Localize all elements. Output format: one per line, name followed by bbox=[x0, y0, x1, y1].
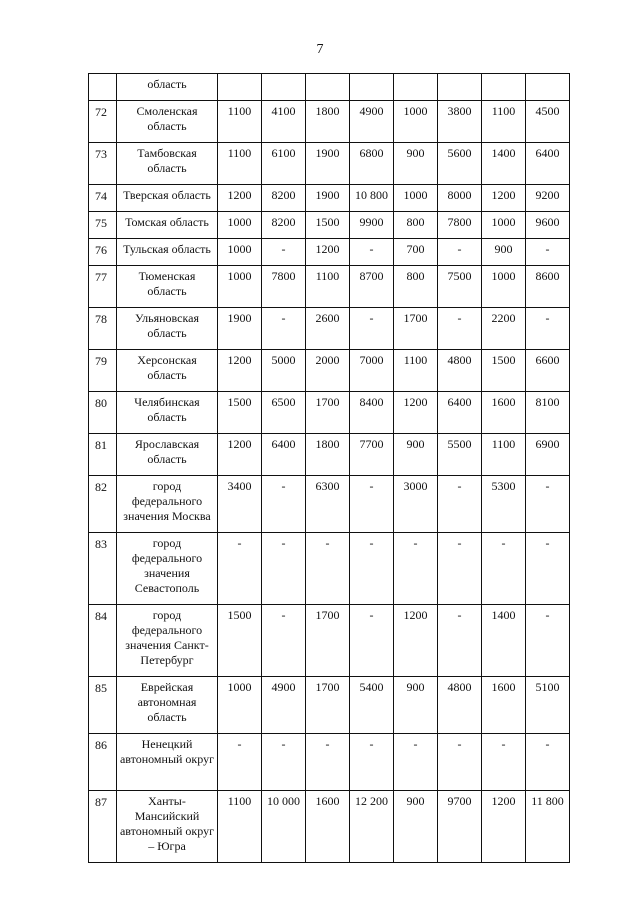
value-cell: 2200 bbox=[482, 308, 526, 350]
table-row bbox=[89, 101, 570, 143]
value-cell: - bbox=[526, 533, 570, 605]
table-row bbox=[89, 308, 570, 350]
table-row bbox=[89, 266, 570, 308]
row-number-cell: 73 bbox=[89, 143, 117, 185]
region-name-cell: Ненецкий автономный округ bbox=[117, 734, 218, 791]
value-cell: - bbox=[482, 734, 526, 791]
table-row bbox=[89, 734, 570, 791]
table-row bbox=[89, 434, 570, 476]
region-name-cell: область bbox=[117, 74, 218, 101]
page-number: 7 bbox=[316, 42, 324, 57]
value-cell: - bbox=[262, 308, 306, 350]
region-name-cell: Тверская область bbox=[117, 185, 218, 212]
value-cell: - bbox=[526, 605, 570, 677]
value-cell: 1500 bbox=[306, 212, 350, 239]
value-cell: 1200 bbox=[218, 350, 262, 392]
value-cell: 1000 bbox=[218, 239, 262, 266]
value-cell: 8400 bbox=[350, 392, 394, 434]
value-cell: 7500 bbox=[438, 266, 482, 308]
value-cell: 8200 bbox=[262, 212, 306, 239]
value-cell: - bbox=[262, 476, 306, 533]
value-cell: 11 800 bbox=[526, 791, 570, 863]
value-cell: 900 bbox=[394, 677, 438, 734]
value-cell bbox=[306, 74, 350, 101]
value-cell: 1100 bbox=[218, 143, 262, 185]
value-cell: 5600 bbox=[438, 143, 482, 185]
region-name-cell: город федерального значения Санкт-Петербург bbox=[117, 605, 218, 677]
value-cell: 6100 bbox=[262, 143, 306, 185]
value-cell: 1100 bbox=[218, 101, 262, 143]
value-cell: 7000 bbox=[350, 350, 394, 392]
row-number-cell: 76 bbox=[89, 239, 117, 266]
value-cell: - bbox=[438, 476, 482, 533]
table-row bbox=[89, 212, 570, 239]
table-row bbox=[89, 533, 570, 605]
value-cell: 1100 bbox=[306, 266, 350, 308]
table-row bbox=[89, 239, 570, 266]
value-cell: 1100 bbox=[218, 791, 262, 863]
value-cell: - bbox=[350, 533, 394, 605]
value-cell: 6300 bbox=[306, 476, 350, 533]
value-cell: 1500 bbox=[482, 350, 526, 392]
value-cell: 1000 bbox=[218, 266, 262, 308]
value-cell: 6400 bbox=[438, 392, 482, 434]
value-cell: 1200 bbox=[218, 185, 262, 212]
value-cell: 3800 bbox=[438, 101, 482, 143]
value-cell: - bbox=[350, 308, 394, 350]
value-cell: 800 bbox=[394, 212, 438, 239]
value-cell: 1900 bbox=[218, 308, 262, 350]
value-cell: 1000 bbox=[394, 185, 438, 212]
value-cell: 1000 bbox=[394, 101, 438, 143]
value-cell bbox=[482, 74, 526, 101]
value-cell: 1200 bbox=[218, 434, 262, 476]
row-number-cell: 81 bbox=[89, 434, 117, 476]
value-cell: 4900 bbox=[262, 677, 306, 734]
value-cell: 1200 bbox=[306, 239, 350, 266]
region-name-cell: Смоленская область bbox=[117, 101, 218, 143]
value-cell: 1700 bbox=[394, 308, 438, 350]
region-name-cell: Ярославская область bbox=[117, 434, 218, 476]
row-number-cell: 72 bbox=[89, 101, 117, 143]
value-cell: - bbox=[262, 605, 306, 677]
value-cell: 1600 bbox=[482, 392, 526, 434]
value-cell bbox=[438, 74, 482, 101]
value-cell: 8700 bbox=[350, 266, 394, 308]
row-number-cell: 87 bbox=[89, 791, 117, 863]
value-cell: 1900 bbox=[306, 185, 350, 212]
value-cell: 7800 bbox=[262, 266, 306, 308]
value-cell: - bbox=[482, 533, 526, 605]
value-cell: 1400 bbox=[482, 143, 526, 185]
value-cell: 2600 bbox=[306, 308, 350, 350]
value-cell: 1200 bbox=[394, 392, 438, 434]
value-cell: - bbox=[262, 533, 306, 605]
region-name-cell: Ульяновская область bbox=[117, 308, 218, 350]
value-cell: 1900 bbox=[306, 143, 350, 185]
region-name-cell: город федерального значения Севастополь bbox=[117, 533, 218, 605]
table-row bbox=[89, 350, 570, 392]
value-cell: - bbox=[218, 533, 262, 605]
value-cell: 1200 bbox=[394, 605, 438, 677]
value-cell: 700 bbox=[394, 239, 438, 266]
value-cell: 1500 bbox=[218, 605, 262, 677]
value-cell: 12 200 bbox=[350, 791, 394, 863]
table-row bbox=[89, 143, 570, 185]
value-cell: 6800 bbox=[350, 143, 394, 185]
value-cell: - bbox=[526, 734, 570, 791]
value-cell bbox=[218, 74, 262, 101]
value-cell: 6600 bbox=[526, 350, 570, 392]
regions-table bbox=[88, 73, 570, 863]
row-number-cell: 79 bbox=[89, 350, 117, 392]
value-cell: 1700 bbox=[306, 392, 350, 434]
value-cell: 8600 bbox=[526, 266, 570, 308]
value-cell: 1000 bbox=[482, 212, 526, 239]
value-cell: - bbox=[438, 734, 482, 791]
region-name-cell: Тульская область bbox=[117, 239, 218, 266]
table-row bbox=[89, 392, 570, 434]
value-cell: 3400 bbox=[218, 476, 262, 533]
value-cell: 1600 bbox=[306, 791, 350, 863]
value-cell: 900 bbox=[394, 791, 438, 863]
value-cell: 9600 bbox=[526, 212, 570, 239]
region-name-cell: Еврейская автономная область bbox=[117, 677, 218, 734]
value-cell: 1100 bbox=[394, 350, 438, 392]
value-cell bbox=[350, 74, 394, 101]
row-number-cell: 78 bbox=[89, 308, 117, 350]
value-cell: 6400 bbox=[526, 143, 570, 185]
value-cell: 4800 bbox=[438, 350, 482, 392]
value-cell: - bbox=[438, 308, 482, 350]
row-number-cell: 75 bbox=[89, 212, 117, 239]
value-cell: - bbox=[262, 734, 306, 791]
value-cell: 6400 bbox=[262, 434, 306, 476]
row-number-cell: 84 bbox=[89, 605, 117, 677]
value-cell: 1800 bbox=[306, 434, 350, 476]
value-cell: - bbox=[350, 239, 394, 266]
value-cell: - bbox=[438, 605, 482, 677]
value-cell: 900 bbox=[394, 434, 438, 476]
row-number-cell: 85 bbox=[89, 677, 117, 734]
region-name-cell: Тюменская область bbox=[117, 266, 218, 308]
value-cell: 1700 bbox=[306, 677, 350, 734]
row-number-cell: 86 bbox=[89, 734, 117, 791]
value-cell: 1700 bbox=[306, 605, 350, 677]
row-number-cell: 83 bbox=[89, 533, 117, 605]
value-cell: 5500 bbox=[438, 434, 482, 476]
row-number-cell bbox=[89, 74, 117, 101]
table-row-continued bbox=[89, 74, 570, 101]
value-cell: 7800 bbox=[438, 212, 482, 239]
value-cell: 9900 bbox=[350, 212, 394, 239]
value-cell: 1200 bbox=[482, 791, 526, 863]
value-cell: 900 bbox=[482, 239, 526, 266]
table-row bbox=[89, 677, 570, 734]
row-number-cell: 80 bbox=[89, 392, 117, 434]
value-cell: 5400 bbox=[350, 677, 394, 734]
value-cell: 4900 bbox=[350, 101, 394, 143]
value-cell: 5100 bbox=[526, 677, 570, 734]
value-cell: 1100 bbox=[482, 434, 526, 476]
value-cell: 4800 bbox=[438, 677, 482, 734]
value-cell: 1200 bbox=[482, 185, 526, 212]
value-cell: 5300 bbox=[482, 476, 526, 533]
value-cell: 2000 bbox=[306, 350, 350, 392]
value-cell: 9700 bbox=[438, 791, 482, 863]
value-cell: - bbox=[350, 605, 394, 677]
value-cell: 6900 bbox=[526, 434, 570, 476]
value-cell: - bbox=[394, 734, 438, 791]
value-cell: 6500 bbox=[262, 392, 306, 434]
value-cell: 8100 bbox=[526, 392, 570, 434]
value-cell: - bbox=[262, 239, 306, 266]
region-name-cell: Томская область bbox=[117, 212, 218, 239]
row-number-cell: 74 bbox=[89, 185, 117, 212]
value-cell: 4100 bbox=[262, 101, 306, 143]
value-cell: - bbox=[526, 476, 570, 533]
table-row bbox=[89, 605, 570, 677]
value-cell: 1800 bbox=[306, 101, 350, 143]
value-cell: 4500 bbox=[526, 101, 570, 143]
value-cell: 3000 bbox=[394, 476, 438, 533]
value-cell: 5000 bbox=[262, 350, 306, 392]
value-cell: 1000 bbox=[218, 212, 262, 239]
region-name-cell: Херсонская область bbox=[117, 350, 218, 392]
value-cell: 1600 bbox=[482, 677, 526, 734]
value-cell: - bbox=[526, 239, 570, 266]
value-cell: - bbox=[394, 533, 438, 605]
value-cell: - bbox=[438, 239, 482, 266]
value-cell: 1500 bbox=[218, 392, 262, 434]
value-cell: 10 000 bbox=[262, 791, 306, 863]
value-cell: 9200 bbox=[526, 185, 570, 212]
value-cell: 8000 bbox=[438, 185, 482, 212]
value-cell bbox=[526, 74, 570, 101]
value-cell: 1000 bbox=[218, 677, 262, 734]
value-cell bbox=[394, 74, 438, 101]
region-name-cell: Челябинская область bbox=[117, 392, 218, 434]
value-cell: - bbox=[306, 734, 350, 791]
value-cell: 1000 bbox=[482, 266, 526, 308]
value-cell: - bbox=[350, 476, 394, 533]
region-name-cell: Тамбовская область bbox=[117, 143, 218, 185]
value-cell: - bbox=[438, 533, 482, 605]
value-cell: - bbox=[218, 734, 262, 791]
region-name-cell: город федерального значения Москва bbox=[117, 476, 218, 533]
value-cell: 1100 bbox=[482, 101, 526, 143]
value-cell: 10 800 bbox=[350, 185, 394, 212]
value-cell: - bbox=[526, 308, 570, 350]
row-number-cell: 82 bbox=[89, 476, 117, 533]
value-cell: 800 bbox=[394, 266, 438, 308]
region-name-cell: Ханты-Мансийский автономный округ – Югра bbox=[117, 791, 218, 863]
value-cell: 900 bbox=[394, 143, 438, 185]
table-row bbox=[89, 476, 570, 533]
value-cell: 7700 bbox=[350, 434, 394, 476]
value-cell bbox=[262, 74, 306, 101]
value-cell: - bbox=[306, 533, 350, 605]
value-cell: 1400 bbox=[482, 605, 526, 677]
value-cell: - bbox=[350, 734, 394, 791]
value-cell: 8200 bbox=[262, 185, 306, 212]
table-row bbox=[89, 185, 570, 212]
table-row bbox=[89, 791, 570, 863]
table-body bbox=[89, 74, 570, 863]
row-number-cell: 77 bbox=[89, 266, 117, 308]
